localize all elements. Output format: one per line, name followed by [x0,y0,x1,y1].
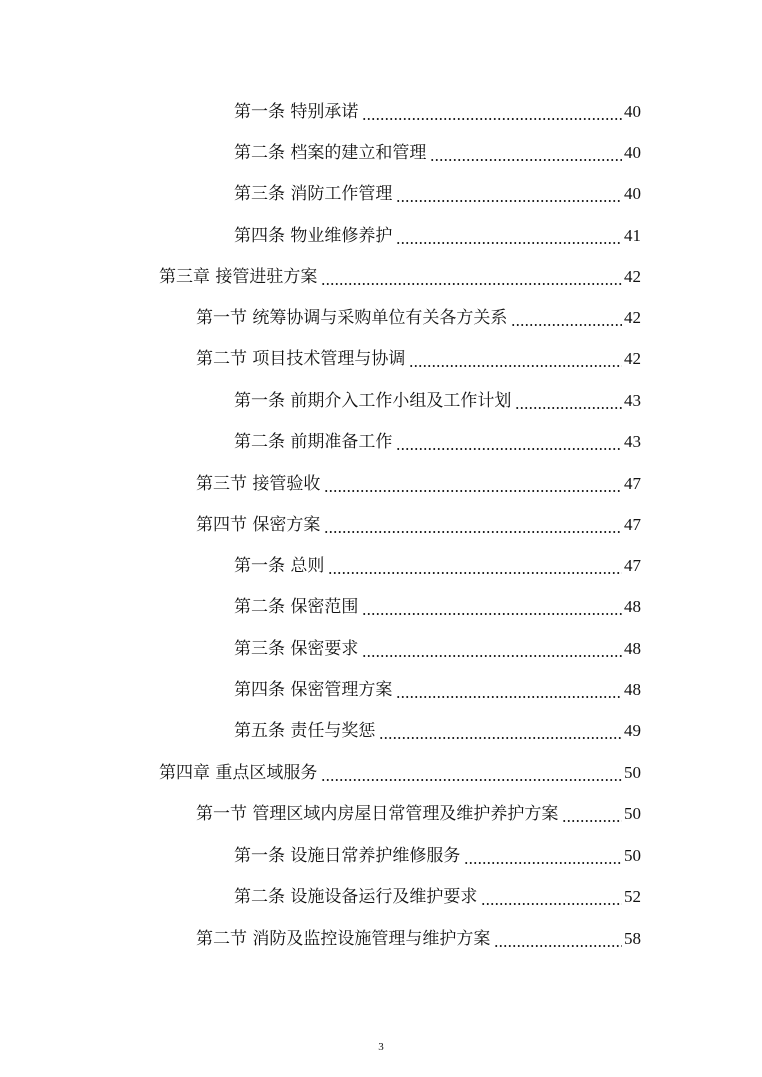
toc-dot-leader [464,845,622,867]
toc-dot-leader [328,555,622,577]
toc-entry-title: 第二条 保密范围 [234,597,359,617]
toc-dot-leader [379,720,622,742]
toc-dot-leader [324,473,622,495]
toc-entry-page: 47 [624,474,641,493]
toc-entry-page: 40 [624,143,641,162]
toc-dot-leader [396,679,622,701]
toc-dot-leader [430,142,622,164]
toc-entry-page: 50 [624,763,641,782]
toc-entry[interactable] [234,882,641,908]
toc-entry-page: 48 [624,680,641,699]
toc-entry-title: 第二条 设施设备运行及维护要求 [234,887,478,907]
toc-entry-chapter[interactable] [159,262,641,288]
toc-entry-title: 第一条 特别承诺 [234,102,359,122]
toc-entry-title: 第三节 接管验收 [196,474,321,494]
toc-entry-title: 第四节 保密方案 [196,515,321,535]
toc-entry-title: 第四条 物业维修养护 [234,226,393,246]
toc-dot-leader [321,266,622,288]
toc-entry-page: 42 [624,267,641,286]
toc-entry-page: 43 [624,391,641,410]
toc-entry-title: 第二节 消防及监控设施管理与维护方案 [196,929,491,949]
toc-entry-page: 48 [624,597,641,616]
toc-entry-section[interactable] [196,303,641,329]
toc-dot-leader [409,348,622,370]
toc-entry-section[interactable] [196,799,641,825]
toc-entry-title: 第四章 重点区域服务 [159,763,318,783]
toc-dot-leader [362,638,622,660]
toc-entry-title: 第五条 责任与奖惩 [234,721,376,741]
toc-entry-section[interactable] [196,510,641,536]
toc-entry-title: 第二节 项目技术管理与协调 [196,349,406,369]
toc-entry-title: 第二条 档案的建立和管理 [234,143,427,163]
toc-entry-title: 第四条 保密管理方案 [234,680,393,700]
toc-entry[interactable] [234,138,641,164]
toc-entry[interactable] [234,179,641,205]
toc-entry[interactable] [234,675,641,701]
toc-entry-page: 48 [624,639,641,658]
page-number: 3 [378,1041,384,1053]
toc-entry[interactable] [234,427,641,453]
toc-entry[interactable] [234,716,641,742]
toc-entry[interactable] [234,551,641,577]
toc-entry-page: 40 [624,102,641,121]
toc-entry-title: 第三条 保密要求 [234,639,359,659]
toc-dot-leader [481,886,622,908]
toc-entry-chapter[interactable] [159,758,641,784]
toc-entry-page: 52 [624,887,641,906]
toc-dot-leader [362,101,622,123]
toc-entry-page: 47 [624,515,641,534]
toc-entry-title: 第一节 统筹协调与采购单位有关各方关系 [196,308,508,328]
toc-entry[interactable] [234,634,641,660]
toc-entry-page: 50 [624,846,641,865]
toc-entry-page: 49 [624,721,641,740]
toc-entry-title: 第一条 设施日常养护维修服务 [234,846,461,866]
toc-entry-page: 58 [624,929,641,948]
toc-entry[interactable] [234,386,641,412]
toc-entry-page: 40 [624,184,641,203]
toc-entry-title: 第一条 总则 [234,556,325,576]
toc-entry-title: 第一条 前期介入工作小组及工作计划 [234,391,512,411]
toc-dot-leader [362,596,622,618]
toc-entry-title: 第三条 消防工作管理 [234,184,393,204]
toc-dot-leader [324,514,622,536]
toc-entry[interactable] [234,841,641,867]
toc-dot-leader [396,225,622,247]
toc-entry-page: 50 [624,804,641,823]
toc-entry-page: 43 [624,432,641,451]
toc-entry-section[interactable] [196,344,641,370]
toc-entry-page: 41 [624,226,641,245]
toc-entry-title: 第三章 接管进驻方案 [159,267,318,287]
toc-entry-page: 42 [624,308,641,327]
toc-dot-leader [396,431,622,453]
toc-entry-page: 42 [624,349,641,368]
toc-entry-section[interactable] [196,924,641,950]
toc-entry-title: 第二条 前期准备工作 [234,432,393,452]
toc-entry-page: 47 [624,556,641,575]
toc-entry-title: 第一节 管理区域内房屋日常管理及维护养护方案 [196,804,559,824]
toc-dot-leader [562,803,622,825]
toc-entry[interactable] [234,97,641,123]
toc-dot-leader [494,928,622,950]
toc-dot-leader [396,183,622,205]
toc-entry[interactable] [234,221,641,247]
toc-entry[interactable] [234,592,641,618]
toc-dot-leader [321,762,622,784]
toc-entry-section[interactable] [196,469,641,495]
toc-dot-leader [515,390,622,412]
toc-dot-leader [511,307,622,329]
